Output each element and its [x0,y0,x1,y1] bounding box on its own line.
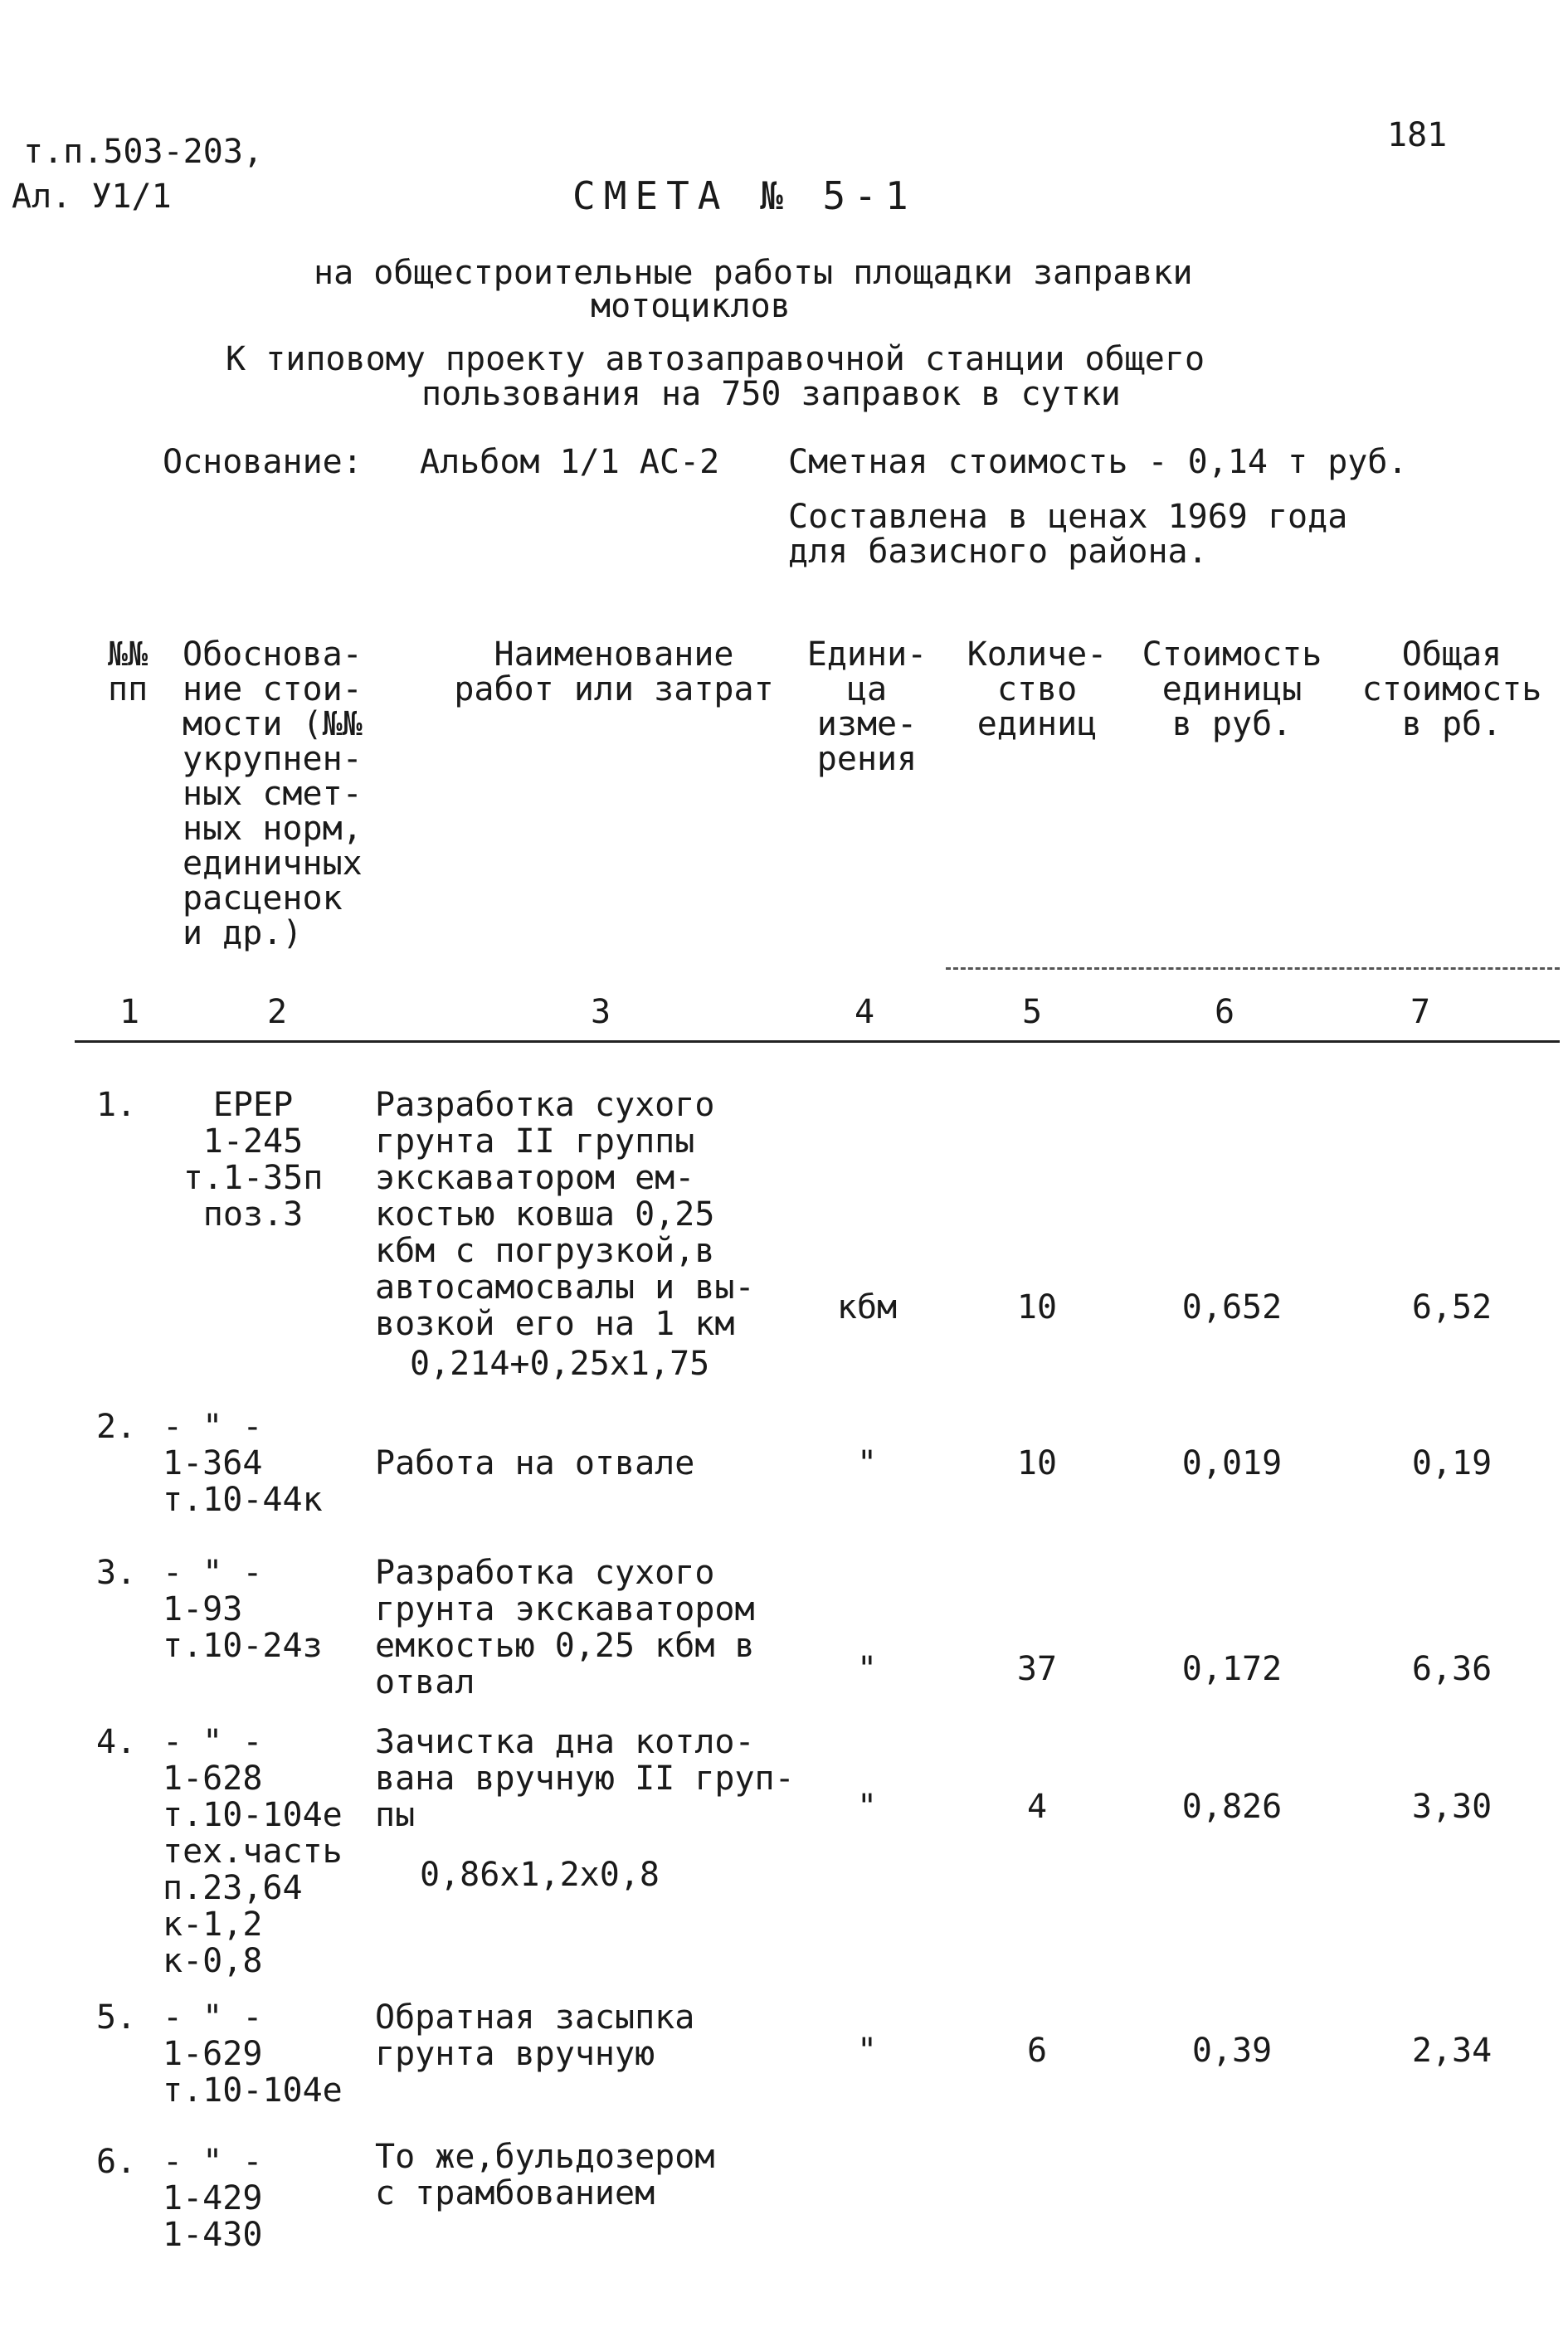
row-unit-cost: 0,39 [1191,2032,1273,2070]
prices-line-1: Составлена в ценах 1969 года [788,498,1348,536]
estimated-cost: Сметная стоимость - 0,14 т руб. [788,443,1408,481]
row-total: 6,52 [1411,1288,1493,1326]
header-col-4: Едини- ца изме- рения [806,635,928,778]
row-basis: - " - 1-93 т.10-24з [163,1554,323,1665]
row-unit-cost: 0,826 [1181,1788,1283,1826]
header-col-1: №№ пп [108,635,149,708]
row-unit: " [856,2032,878,2070]
basis-value: Альбом 1/1 АС-2 [420,443,720,481]
row-basis: - " - 1-364 т.10-44к [163,1408,323,1519]
row-quantity: 10 [1016,1288,1058,1326]
col-number-7: 7 [1410,993,1431,1031]
row-number: 4. [96,1723,137,1761]
row-name: То же,бульдозером с трамбованием [375,2138,715,2212]
row-number: 2. [96,1408,137,1446]
row-basis: - " - 1-628 т.10-104е тех.часть п.23,64 к-1,2 к-0,8 [163,1723,343,1980]
col-number-1: 1 [119,993,140,1031]
header-col-5: Количе- ство единиц [967,635,1108,743]
row-name: Обратная засыпка грунта вручную [375,1998,695,2073]
row-number: 5. [96,1998,137,2037]
header-col-6: Стоимость единицы в руб. [1142,635,1322,743]
row-quantity: 6 [1026,2032,1048,2070]
row-basis: - " - 1-429 1-430 [163,2143,263,2254]
row-total: 3,30 [1411,1788,1493,1826]
row-name: Работа на отвале [375,1444,695,1482]
row-number: 3. [96,1554,137,1592]
row-unit-cost: 0,019 [1181,1444,1283,1482]
row-basis: - " - 1-629 т.10-104е [163,1998,343,2110]
column-numbers-rule [75,1040,1560,1043]
row-name: Зачистка дна котло- вана вручную II груп- пы [375,1723,795,1834]
row-total: 2,34 [1411,2032,1493,2070]
header-dashed-rule [946,967,1560,970]
row-quantity: 4 [1026,1788,1048,1826]
row-basis: ЕРЕР 1-245 т.1-35п поз.3 [183,1086,324,1234]
row-unit-cost: 0,652 [1181,1288,1283,1326]
row-total: 0,19 [1411,1444,1493,1482]
col-number-5: 5 [1022,993,1043,1031]
row-unit-cost: 0,172 [1181,1650,1283,1688]
row-unit: " [856,1788,878,1826]
row-unit: кбм [836,1288,898,1326]
col-number-2: 2 [267,993,288,1031]
project-line-1: К типовому проекту автозаправочной станции общего [226,340,1205,378]
prices-line-2: для базисного района. [788,533,1208,571]
row-name: Разработка сухого грунта II группы экскаватором ем- костью ковша 0,25 кбм с погрузкой,в автосамосвалы и вы- возкой его на 1 км [375,1086,755,1343]
col-number-6: 6 [1215,993,1235,1031]
basis-label: Основание: [163,443,363,481]
row-calculation: 0,214+0,25х1,75 [410,1345,710,1383]
row-total: 6,36 [1411,1650,1493,1688]
album-reference: Ал. У1/1 [12,178,172,216]
col-number-3: 3 [591,993,611,1031]
row-number: 6. [96,2143,137,2181]
row-unit: " [856,1650,878,1688]
project-line-2: пользования на 750 заправок в сутки [421,375,1121,413]
row-calculation: 0,86х1,2х0,8 [420,1856,660,1894]
col-number-4: 4 [855,993,875,1031]
document-title: СМЕТА № 5-1 [572,173,917,218]
row-unit: " [856,1444,878,1482]
row-quantity: 37 [1016,1650,1058,1688]
header-col-7: Общая стоимость в рб. [1361,635,1542,743]
row-number: 1. [96,1086,137,1124]
subtitle-line-1: на общестроительные работы площадки заправки [314,254,1193,292]
header-col-2: Обоснова- ние стои- мости (№№ укрупнен- ных смет- ных норм, единичных расценок и др.) [183,635,363,952]
doc-reference: т.п.503-203, [23,133,263,171]
header-col-3: Наименование работ или затрат [454,635,774,708]
row-quantity: 10 [1016,1444,1058,1482]
page-number: 181 [1387,116,1448,154]
subtitle-line-2: мотоциклов [591,287,791,325]
row-name: Разработка сухого грунта экскаватором емкостью 0,25 кбм в отвал [375,1554,755,1701]
